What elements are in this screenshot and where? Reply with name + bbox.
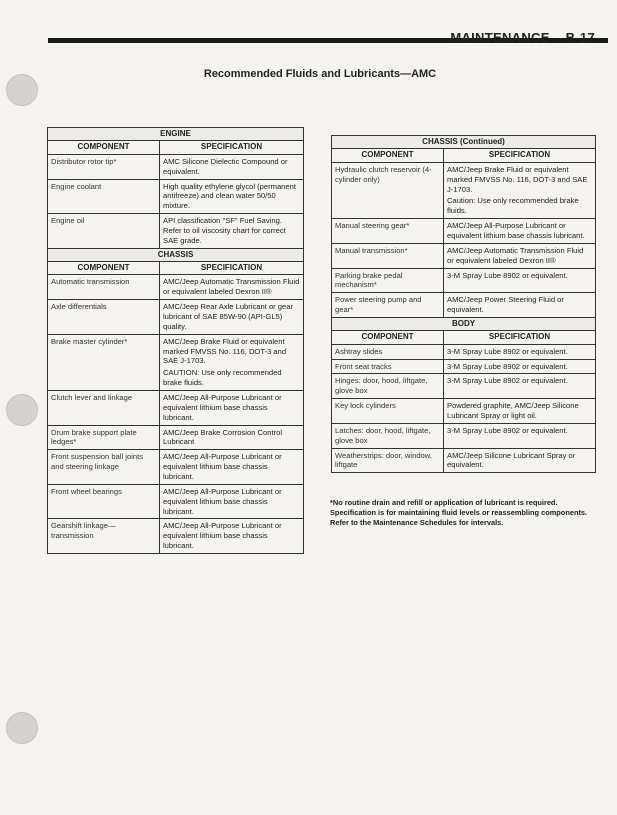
component-column-header: COMPONENT [332,149,444,162]
page-number: B-17 [565,30,595,45]
component-cell: Power steering pump and gear* [332,293,444,318]
table-row [48,334,304,390]
spec-cell [444,162,596,218]
spec-cell: AMC/Jeep Automatic Transmission Fluid or equivalent labeled Dexron II® [444,243,596,268]
footnote: *No routine drain and refill or application of lubricant is required. Specification is for maintaining fluid levels or reassembling components. Refer to the Maintenance Schedules for intervals. [330,498,588,527]
component-cell: Latches: door, hood, liftgate, glove box [332,423,444,448]
table-row [332,219,596,244]
table-row [48,154,304,179]
spec-cell: AMC/Jeep All-Purpose Lubricant or equivalent lithium base chassis lubricant. [160,519,304,554]
table-row [48,519,304,554]
component-cell: Front wheel bearings [48,484,160,519]
component-cell: Front suspension ball joints and steering linkage [48,450,160,485]
table-row [332,293,596,318]
table-row [332,243,596,268]
specification-column-header: SPECIFICATION [444,331,596,344]
table-row [48,450,304,485]
table-row [48,275,304,300]
table-row [332,359,596,374]
table-row [332,423,596,448]
chassis-continued-section-title: CHASSIS (Continued) [332,136,596,149]
component-cell: Hydraulic clutch reservoir (4-cylinder only) [332,162,444,218]
component-cell: Engine coolant [48,179,160,214]
component-cell: Drum brake support plate ledges* [48,425,160,450]
spec-cell: AMC/Jeep Power Steering Fluid or equivalent. [444,293,596,318]
spec-cell: AMC/Jeep All-Purpose Lubricant or equivalent lithium base chassis lubricant. [444,219,596,244]
table-row [48,484,304,519]
table-row [332,448,596,473]
spec-cell: 3-M Spray Lube 8902 or equivalent. [444,344,596,359]
page-header [450,30,595,45]
component-cell: Parking brake pedal mechanism* [332,268,444,293]
body-section-title: BODY [332,317,596,330]
spec-cell: AMC/Jeep Silicone Lubricant Spray or equivalent. [444,448,596,473]
section-label: MAINTENANCE [450,30,550,45]
table-row [48,391,304,426]
spec-cell: AMC/Jeep All-Purpose Lubricant or equivalent lithium base chassis lubricant. [160,450,304,485]
table-row [332,162,596,218]
binder-hole-middle [6,394,38,426]
table-row [48,300,304,335]
component-cell: Clutch lever and linkage [48,391,160,426]
table-row [48,425,304,450]
binder-hole-bottom [6,712,38,744]
table-row [48,179,304,214]
caution-text: Caution: Use only recommended brake fluids. [447,196,579,216]
spec-cell: 3-M Spray Lube 8902 or equivalent. [444,359,596,374]
component-cell: Gearshift linkage— transmission [48,519,160,554]
component-cell: Hinges: door, hood, liftgate, glove box [332,374,444,399]
specification-column-header: SPECIFICATION [444,149,596,162]
right-fluids-table [331,135,596,473]
spec-text: AMC/Jeep Brake Fluid or equivalent marked FMVSS No. 116, DOT-3 and SAE J-1703. [447,164,588,194]
spec-cell: High quality ethylene glycol (permanent antifreeze) and clean water 50/50 mixture. [160,179,304,214]
component-cell: Brake master cylinder* [48,334,160,390]
component-cell: Manual transmission* [332,243,444,268]
table-row [332,374,596,399]
spec-cell: AMC/Jeep Brake Corrosion Control Lubricant [160,425,304,450]
left-fluids-table [47,127,304,554]
component-cell: Manual steering gear* [332,219,444,244]
spec-cell: Powdered graphite, AMC/Jeep Silicone Lubricant Spray or light oil. [444,399,596,424]
page-title: Recommended Fluids and Lubricants—AMC [203,68,437,80]
spec-cell: 3-M Spray Lube 8902 or equivalent. [444,423,596,448]
spec-cell: AMC/Jeep All-Purpose Lubricant or equivalent lithium base chassis lubricant. [160,484,304,519]
spec-cell [160,334,304,390]
spec-cell: API classification "SF" Fuel Saving. Refer to oil viscosity chart for correct SAE grade. [160,214,304,249]
spec-cell: AMC Silicone Dielectic Compound or equivalent. [160,154,304,179]
spec-cell: 3-M Spray Lube 8902 or equivalent. [444,268,596,293]
component-column-header: COMPONENT [48,262,160,275]
component-cell: Distributor rotor tip* [48,154,160,179]
spec-cell: AMC/Jeep Automatic Transmission Fluid or equivalent labeled Dexron II® [160,275,304,300]
specification-column-header: SPECIFICATION [160,262,304,275]
engine-section-title: ENGINE [48,128,304,141]
component-cell: Ashtray slides [332,344,444,359]
table-row [332,399,596,424]
component-column-header: COMPONENT [332,331,444,344]
component-cell: Engine oil [48,214,160,249]
component-cell: Key lock cylinders [332,399,444,424]
table-row [332,268,596,293]
specification-column-header: SPECIFICATION [160,141,304,154]
chassis-section-title: CHASSIS [48,248,304,261]
component-cell: Weatherstrips: door, window, liftgate [332,448,444,473]
table-row [332,344,596,359]
component-cell: Axle differentials [48,300,160,335]
table-row [48,214,304,249]
spec-text: AMC/Jeep Brake Fluid or equivalent marked FMVSS No. 116, DOT-3 and SAE J-1703. [163,336,287,366]
component-column-header: COMPONENT [48,141,160,154]
spec-cell: 3-M Spray Lube 8902 or equivalent. [444,374,596,399]
caution-text: CAUTION: Use only recommended brake fluids. [163,368,282,388]
component-cell: Automatic transmission [48,275,160,300]
spec-cell: AMC/Jeep Rear Axle Lubricant or gear lubricant of SAE 85W-90 (API-GL5) quality. [160,300,304,335]
spec-cell: AMC/Jeep All-Purpose Lubricant or equivalent lithium base chassis lubricant. [160,391,304,426]
component-cell: Front seat tracks [332,359,444,374]
